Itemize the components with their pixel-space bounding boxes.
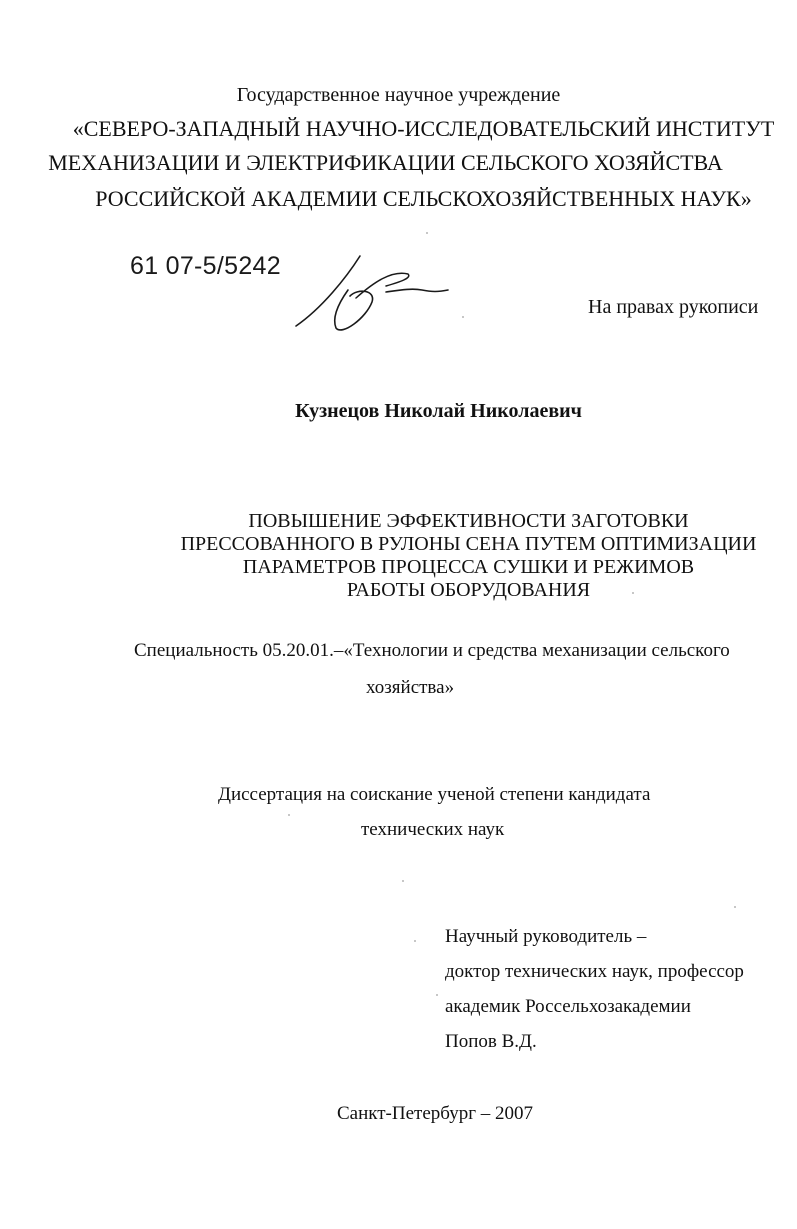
- signature-image: [288, 252, 458, 338]
- institution-name-line-2: МЕХАНИЗАЦИИ И ЭЛЕКТРИФИКАЦИИ СЕЛЬСКОГО ХОЗЯЙСТВА: [48, 150, 723, 175]
- scan-speck: [734, 906, 736, 908]
- dissertation-line-1: Диссертация на соискание ученой степени кандидата: [218, 784, 651, 805]
- specialty-line-2: хозяйства»: [366, 677, 455, 698]
- title-line-3: ПАРАМЕТРОВ ПРОЦЕССА СУШКИ И РЕЖИМОВ: [242, 556, 695, 578]
- institution-name-line-3: РОССИЙСКОЙ АКАДЕМИИ СЕЛЬСКОХОЗЯЙСТВЕННЫХ НАУК»: [95, 186, 752, 211]
- specialty-line-1: Специальность 05.20.01.–«Технологии и средства механизации сельского: [134, 640, 730, 661]
- title-line-4: РАБОТЫ ОБОРУДОВАНИЯ: [346, 579, 591, 601]
- supervisor-name: Попов В.Д.: [445, 1031, 537, 1052]
- scan-speck: [402, 880, 404, 882]
- title-line-1: ПОВЫШЕНИЕ ЭФФЕКТИВНОСТИ ЗАГОТОВКИ: [248, 510, 689, 532]
- author-name: Кузнецов Николай Николаевич: [295, 400, 582, 422]
- catalog-number-stamp: 61 07-5/5242: [130, 252, 281, 280]
- scan-speck: [632, 592, 634, 594]
- manuscript-rights-note: На правах рукописи: [588, 296, 759, 318]
- institution-name-line-1: «СЕВЕРО-ЗАПАДНЫЙ НАУЧНО-ИССЛЕДОВАТЕЛЬСКИЙ ИНСТИТУТ: [72, 116, 775, 141]
- scan-speck: [426, 232, 428, 234]
- scan-speck: [288, 814, 290, 816]
- scan-speck: [414, 940, 416, 942]
- title-line-2: ПРЕССОВАННОГО В РУЛОНЫ СЕНА ПУТЕМ ОПТИМИЗАЦИИ: [180, 533, 757, 555]
- supervisor-degree: доктор технических наук, профессор: [445, 961, 744, 982]
- supervisor-role: Научный руководитель –: [445, 926, 647, 947]
- dissertation-line-2: технических наук: [361, 819, 505, 840]
- scan-speck: [462, 316, 464, 318]
- scan-speck: [436, 994, 438, 996]
- institution-type: Государственное научное учреждение: [236, 84, 561, 106]
- city-year-footer: Санкт-Петербург – 2007: [337, 1103, 534, 1124]
- supervisor-rank: академик Россельхозакадемии: [445, 996, 691, 1017]
